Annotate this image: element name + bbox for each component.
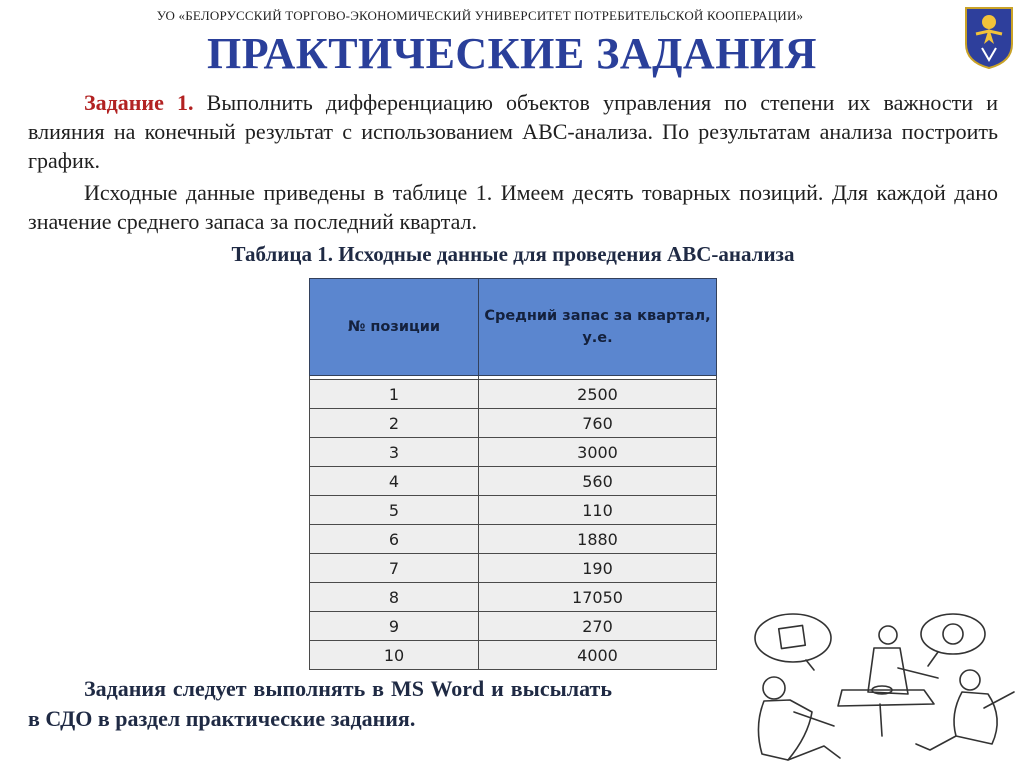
position-cell: 3 <box>310 438 479 467</box>
position-cell: 2 <box>310 409 479 438</box>
stock-cell: 190 <box>479 554 717 583</box>
position-cell: 1 <box>310 380 479 409</box>
table-row <box>310 554 717 583</box>
table-row <box>310 467 717 496</box>
task-paragraph <box>28 88 998 175</box>
column-header-average-stock: Средний запас за квартал, у.е. <box>479 279 717 376</box>
table-row <box>310 641 717 670</box>
task-text: Выполнить дифференциацию объектов управления по степени их важности и влияния на конечный результат с использованием АВС-анализа. По результатам анализа построить график. <box>28 90 998 173</box>
stock-cell: 3000 <box>479 438 717 467</box>
source-data-paragraph: Исходные данные приведены в таблице 1. Имеем десять товарных позиций. Для каждой дано значение среднего запаса за последний квартал. <box>28 180 998 234</box>
table-row <box>310 409 717 438</box>
stock-cell: 270 <box>479 612 717 641</box>
table-row <box>310 525 717 554</box>
table-row <box>310 438 717 467</box>
position-cell: 10 <box>310 641 479 670</box>
table-row <box>310 380 717 409</box>
table-row <box>310 583 717 612</box>
table-row <box>310 496 717 525</box>
stock-cell: 4000 <box>479 641 717 670</box>
business-meeting-illustration <box>748 608 1020 767</box>
task-label: Задание 1. <box>84 90 194 115</box>
position-cell: 4 <box>310 467 479 496</box>
page-title: ПРАКТИЧЕСКИЕ ЗАДАНИЯ <box>207 29 817 78</box>
position-cell: 9 <box>310 612 479 641</box>
stock-cell: 2500 <box>479 380 717 409</box>
stock-cell: 760 <box>479 409 717 438</box>
position-cell: 7 <box>310 554 479 583</box>
table-caption: Таблица 1. Исходные данные для проведения АВС-анализа <box>231 242 795 266</box>
stock-cell: 1880 <box>479 525 717 554</box>
institution-header: УО «БЕЛОРУССКИЙ ТОРГОВО-ЭКОНОМИЧЕСКИЙ УНИВЕРСИТЕТ ПОТРЕБИТЕЛЬСКОЙ КООПЕРАЦИИ» <box>156 8 804 23</box>
position-cell: 8 <box>310 583 479 612</box>
stock-cell: 560 <box>479 467 717 496</box>
abc-data-table <box>309 278 717 670</box>
stock-cell: 17050 <box>479 583 717 612</box>
position-cell: 5 <box>310 496 479 525</box>
position-cell: 6 <box>310 525 479 554</box>
stock-cell: 110 <box>479 496 717 525</box>
column-header-position: № позиции <box>310 279 479 376</box>
submission-note: Задания следует выполнять в MS Word и высылать в СДО в раздел практические задания. <box>28 676 612 731</box>
table-row <box>310 612 717 641</box>
